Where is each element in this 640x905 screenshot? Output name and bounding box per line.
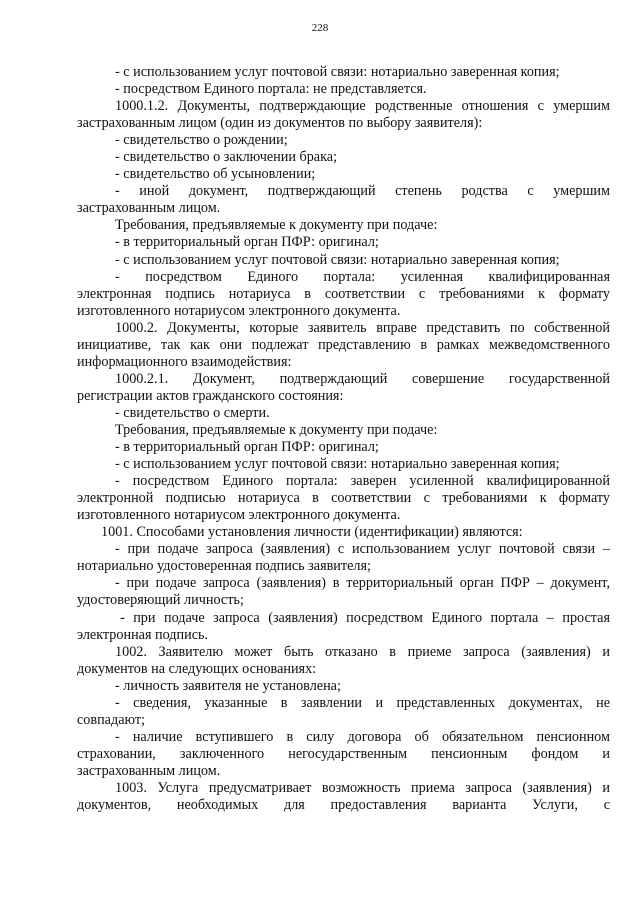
text-line: - при подаче запроса (заявления) посредством Единого портала – простая: [120, 609, 610, 626]
text-line: - посредством Единого портала: не представляется.: [115, 81, 427, 98]
text-line: - свидетельство о заключении брака;: [115, 149, 338, 166]
text-line: документов, необходимых для предоставления варианта Услуги, с: [77, 797, 610, 814]
text-line: 1002. Заявителю может быть отказано в приеме запроса (заявления) и: [115, 643, 610, 660]
text-line: 1001. Способами установления личности (идентификации) являются:: [101, 524, 523, 541]
text-line: - в территориальный орган ПФР: оригинал;: [115, 234, 379, 251]
text-line: - личность заявителя не установлена;: [115, 677, 341, 694]
text-line: - с использованием услуг почтовой связи: нотариально заверенная копия;: [115, 64, 560, 80]
text-line: - сведения, указанные в заявлении и представленных документах, не: [115, 694, 610, 711]
text-line: - свидетельство об усыновлении;: [115, 166, 316, 183]
text-line: - посредством Единого портала: заверен усиленной квалифицированной: [115, 473, 610, 490]
text-line: изготовленного нотариусом электронного документа.: [77, 507, 401, 524]
text-line: - с использованием услуг почтовой связи: нотариально заверенная копия;: [115, 251, 560, 268]
text-line: 1003. Услуга предусматривает возможность приема запроса (заявления) и: [115, 779, 610, 796]
text-line: - иной документ, подтверждающий степень родства с умершим: [115, 183, 610, 200]
text-line: застрахованным лицом.: [77, 200, 221, 217]
text-line: - посредством Единого портала: усиленная квалифицированная: [115, 268, 610, 285]
text-line: 1000.1.2. Документы, подтверждающие родственные отношения с умершим: [115, 98, 610, 115]
page-number: 228: [311, 22, 329, 34]
text-line: Требования, предъявляемые к документу при подаче:: [115, 217, 438, 234]
text-line: - с использованием услуг почтовой связи: нотариально заверенная копия;: [115, 456, 560, 473]
text-line: застрахованным лицом.: [77, 762, 221, 779]
text-line: электронной подписью нотариуса в соответствии с требованиями к формату: [77, 490, 610, 507]
text-line: нотариально удостоверенная подпись заявителя;: [77, 558, 371, 575]
text-line: - свидетельство о рождении;: [115, 132, 288, 149]
text-line: - при подаче запроса (заявления) в территориальный орган ПФР – документ,: [115, 575, 610, 592]
text-line: электронная подпись нотариуса в соответствии с требованиями к формату: [77, 285, 610, 302]
text-line: страховании, заключенного негосударственным пенсионным фондом и: [77, 745, 610, 762]
text-line: застрахованным лицом (один из документов по выбору заявителя):: [77, 115, 483, 132]
text-line: Требования, предъявляемые к документу при подаче:: [115, 421, 438, 438]
text-line: - наличие вступившего в силу договора об обязательном пенсионном: [115, 728, 610, 745]
text-line: - в территориальный орган ПФР: оригинал;: [115, 439, 379, 456]
text-line: совпадают;: [77, 711, 146, 728]
text-line: документов на следующих основаниях:: [77, 660, 317, 677]
document-body: [77, 64, 610, 814]
text-line: инициативе, так как они подлежат представлению в рамках межведомственного: [77, 336, 610, 353]
text-line: электронная подпись.: [77, 626, 209, 643]
text-line: - при подаче запроса (заявления) с использованием услуг почтовой связи –: [115, 541, 610, 558]
text-line: изготовленного нотариусом электронного документа.: [77, 302, 401, 319]
text-line: регистрации актов гражданского состояния:: [77, 387, 344, 404]
text-line: - свидетельство о смерти.: [115, 404, 270, 421]
text-line: информационного взаимодействия:: [77, 353, 292, 370]
text-line: 1000.2.1. Документ, подтверждающий совершение государственной: [115, 370, 610, 387]
text-line: удостоверяющий личность;: [77, 592, 244, 609]
text-line: 1000.2. Документы, которые заявитель вправе представить по собственной: [115, 319, 610, 336]
